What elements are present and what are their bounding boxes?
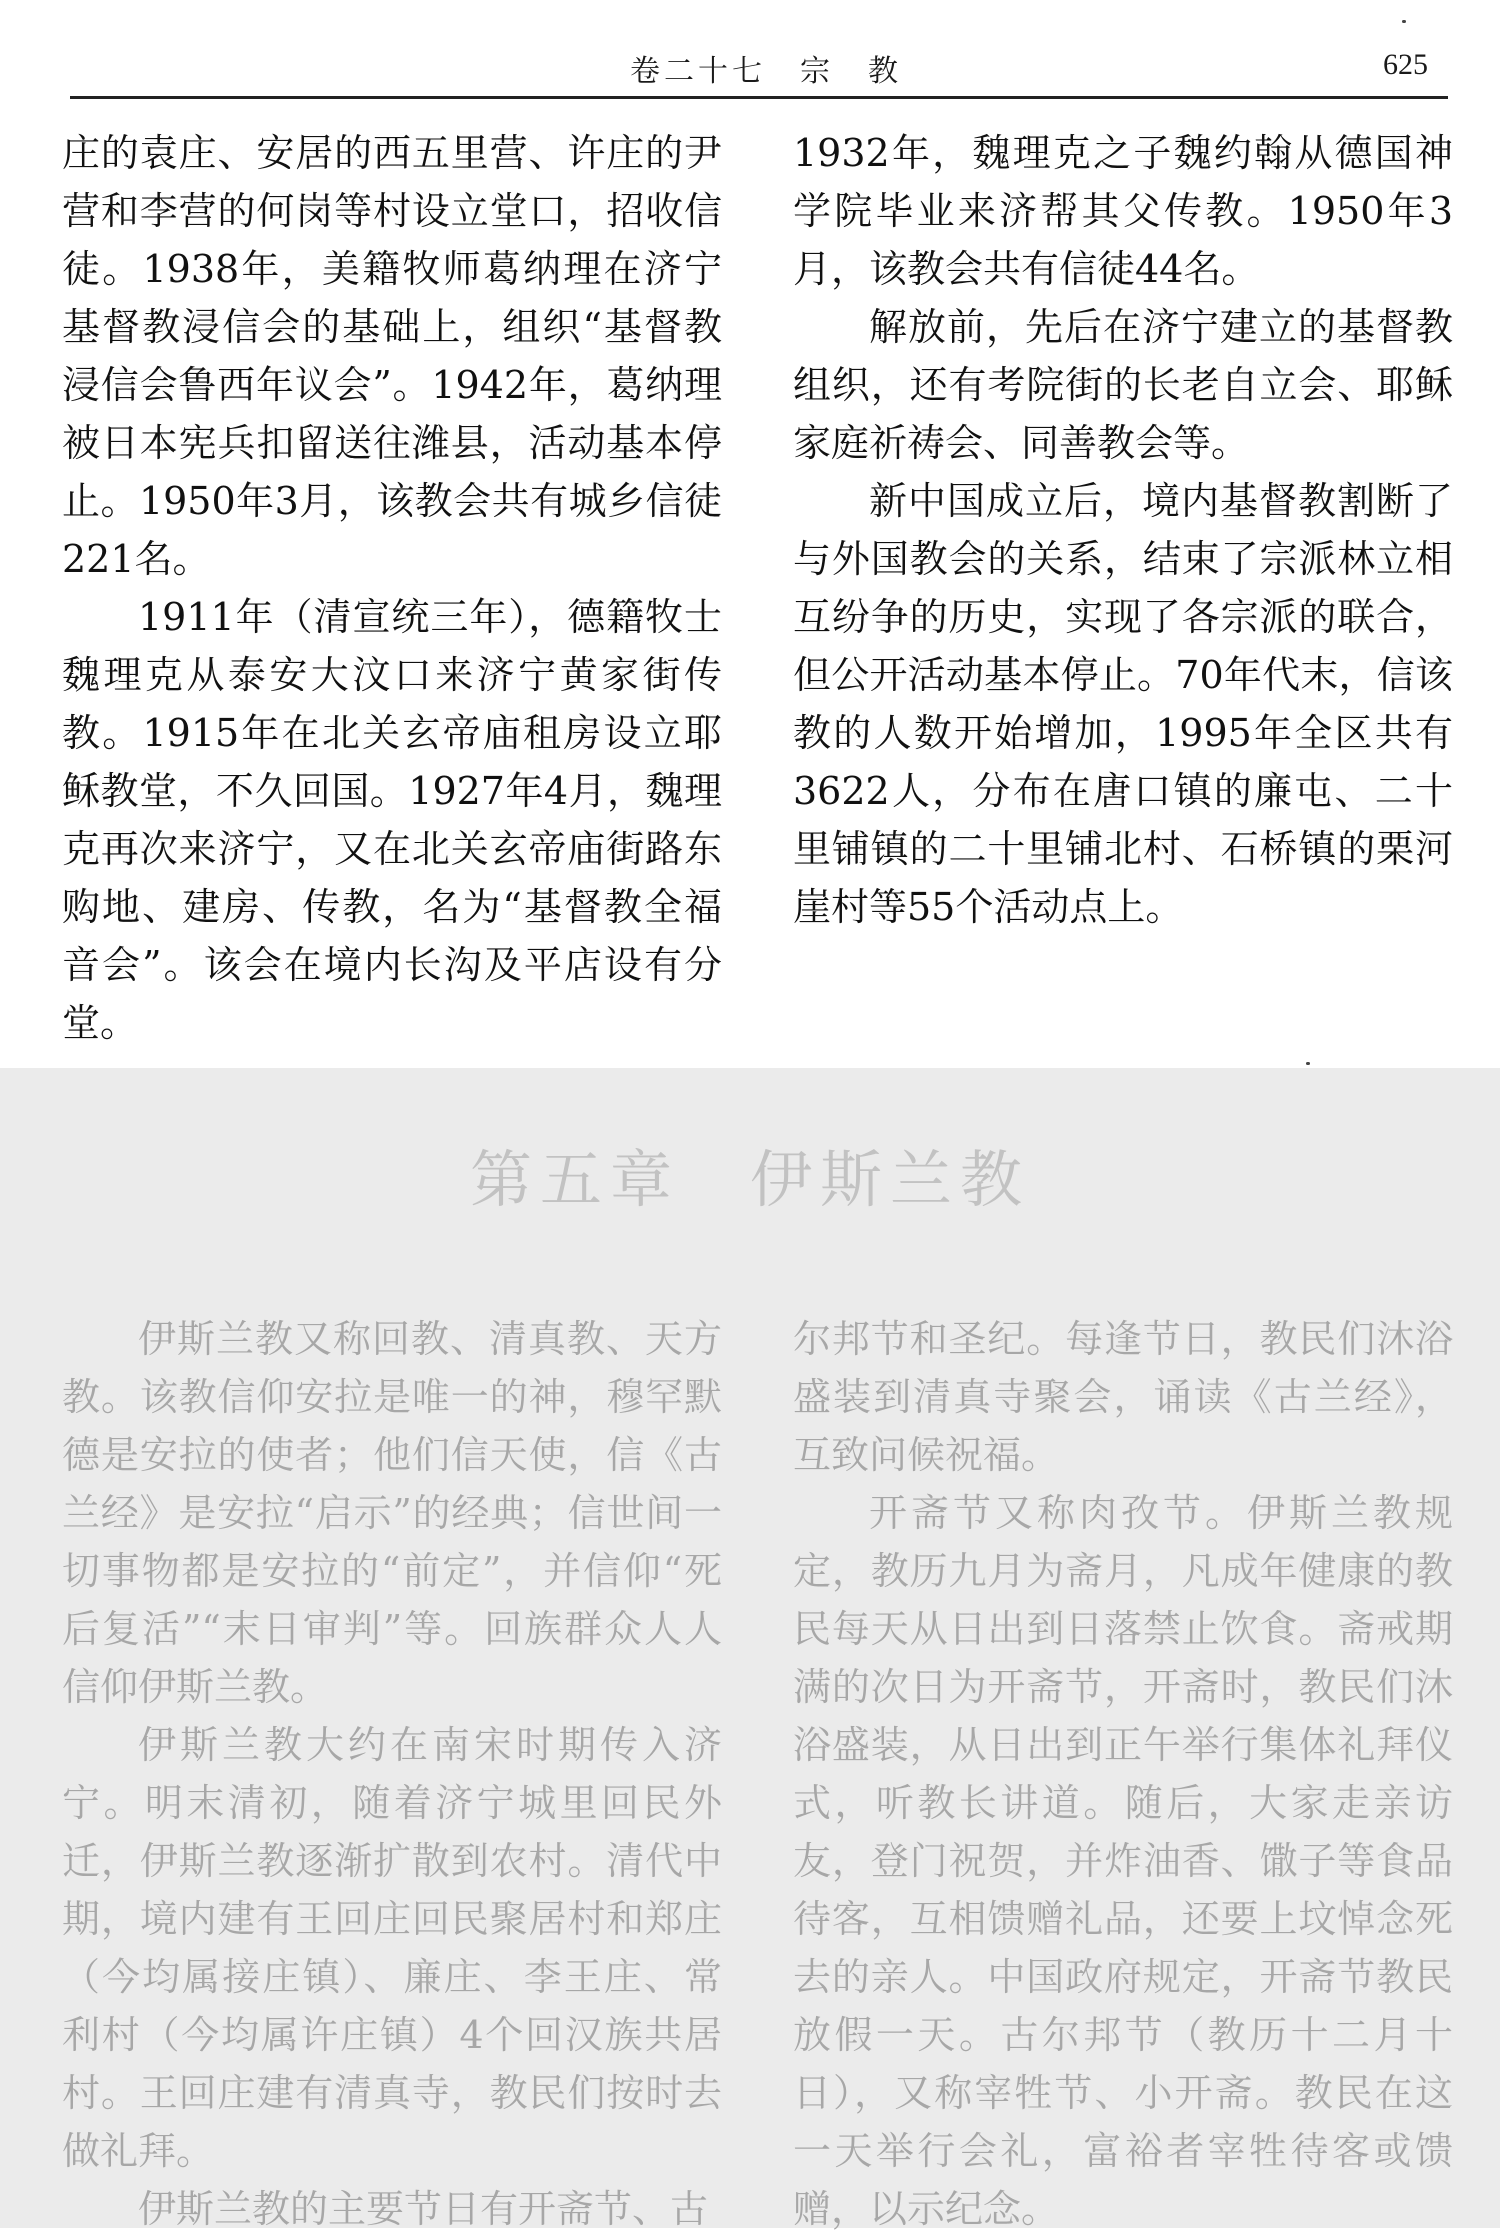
paragraph: 伊斯兰教大约在南宋时期传入济宁。明末清初，随着济宁城里回民外迁，伊斯兰教逐渐扩散到农村。清代中期，境内建有王回庄回民聚居村和郑庄（今均属接庄镇）、廉庄、李王庄、常利村（今均属许庄镇）4个回汉族共居村。王回庄建有清真寺，教民们按时去做礼拜。 — [62, 1723, 722, 2173]
paragraph: 解放前，先后在济宁建立的基督教组织，还有考院街的长老自立会、耶稣家庭祈祷会、同善教会等。 — [793, 305, 1453, 465]
scan-speck — [1402, 20, 1406, 23]
running-title: 卷二十七 宗 教 — [630, 54, 902, 89]
lower-right-column — [793, 1310, 1453, 2238]
page-header — [70, 38, 1448, 98]
paragraph: 1911年（清宣统三年），德籍牧士魏理克从泰安大汶口来济宁黄家街传教。1915年在北关玄帝庙租房设立耶稣教堂，不久回国。1927年4月，魏理克再次来济宁，又在北关玄帝庙街路东购地、建房、传教，名为“基督教全福音会”。该会在境内长沟及平店设有分堂。 — [62, 595, 722, 1045]
lower-left-column — [62, 1310, 722, 2238]
scan-speck — [1306, 1062, 1310, 1065]
paragraph: 伊斯兰教又称回教、清真教、天方教。该教信仰安拉是唯一的神，穆罕默德是安拉的使者；他们信天使，信《古兰经》是安拉“启示”的经典；信世间一切事物都是安拉的“前定”，并信仰“死后复活”“末日审判”等。回族群众人人信仰伊斯兰教。 — [62, 1317, 722, 1709]
paragraph: 新中国成立后，境内基督教割断了与外国教会的关系，结束了宗派林立相互纷争的历史，实现了各宗派的联合，但公开活动基本停止。70年代末，信该教的人数开始增加，1995年全区共有3622人，分布在唐口镇的廉屯、二十里铺镇的二十里铺北村、石桥镇的栗河崖村等55个活动点上。 — [793, 479, 1453, 929]
paragraph: 庄的袁庄、安居的西五里营、许庄的尹营和李营的何岗等村设立堂口，招收信徒。1938年，美籍牧师葛纳理在济宁基督教浸信会的基础上，组织“基督教浸信会鲁西年议会”。1942年，葛纳理被日本宪兵扣留送往潍县，活动基本停止。1950年3月，该教会共有城乡信徒221名。 — [62, 131, 722, 581]
paragraph: 1932年，魏理克之子魏约翰从德国神学院毕业来济帮其父传教。1950年3月，该教会共有信徒44名。 — [793, 131, 1453, 291]
paragraph: 尔邦节和圣纪。每逢节日，教民们沐浴盛装到清真寺聚会，诵读《古兰经》，互致问候祝福。 — [793, 1317, 1453, 1477]
chapter-title: 第五章 伊斯兰教 — [469, 1143, 1030, 1216]
upper-left-column — [62, 124, 722, 1052]
paragraph: 开斋节又称肉孜节。伊斯兰教规定，教历九月为斋月，凡成年健康的教民每天从日出到日落禁止饮食。斋戒期满的次日为开斋节，开斋时，教民们沐浴盛装，从日出到正午举行集体礼拜仪式，听教长讲道。随后，大家走亲访友，登门祝贺，并炸油香、馓子等食品待客，互相馈赠礼品，还要上坟悼念死去的亲人。中国政府规定，开斋节教民放假一天。古尔邦节（教历十二月十日），又称宰牲节、小开斋。教民在这一天举行会礼，富裕者宰牲待客或馈赠，以示纪念。 — [793, 1491, 1453, 2231]
page-number: 625 — [1383, 48, 1428, 81]
upper-right-column — [793, 124, 1453, 936]
paragraph: 伊斯兰教的主要节日有开斋节、古 — [138, 2187, 709, 2231]
header-rule — [70, 96, 1448, 99]
